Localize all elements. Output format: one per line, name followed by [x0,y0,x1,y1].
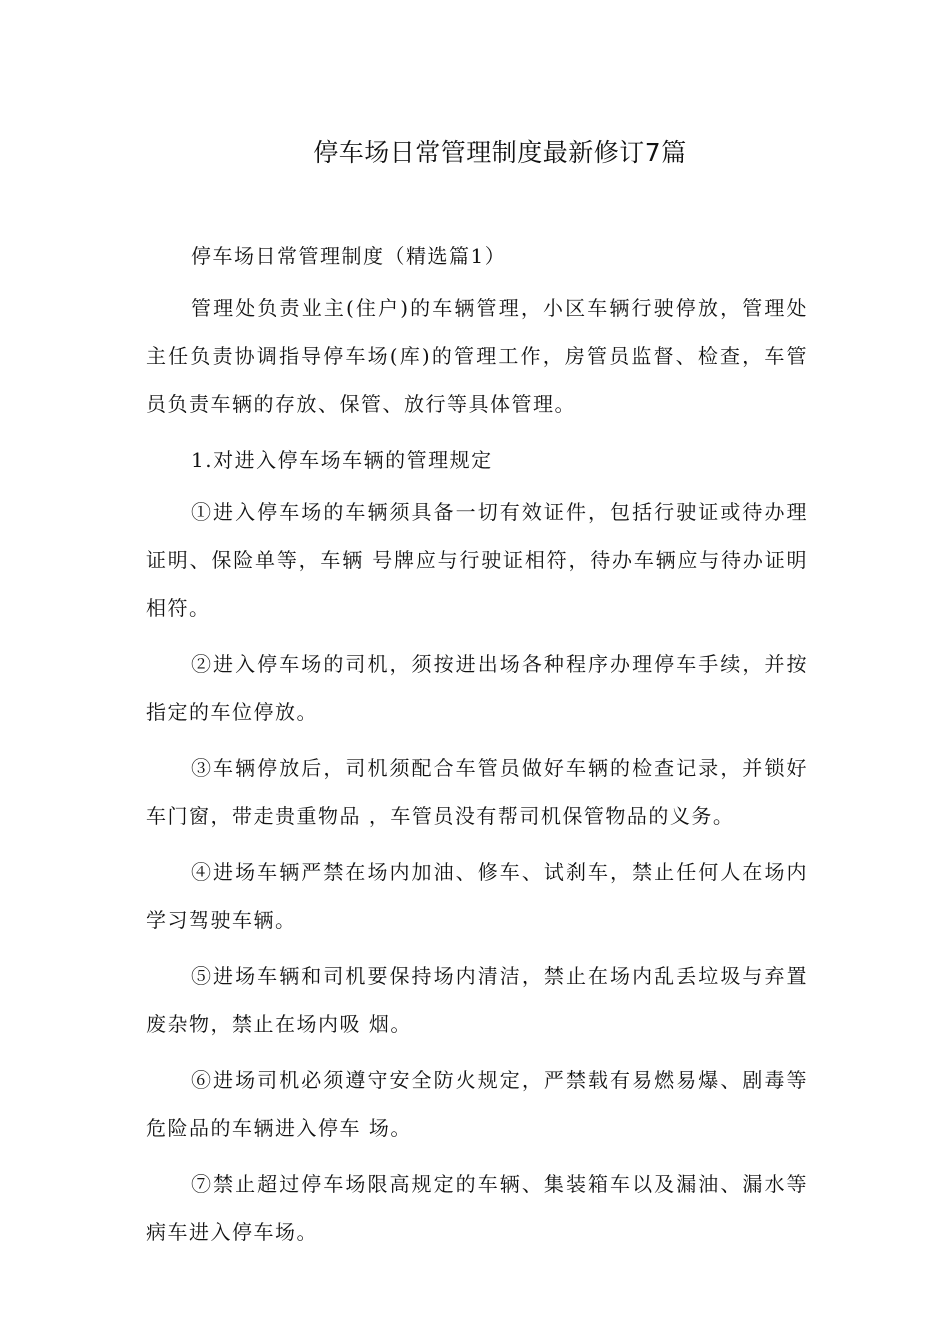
rule-item-4: ④进场车辆严禁在场内加油、修车、试刹车，禁止任何人在场内学习驾驶车辆。 [146,860,808,932]
rule-item-1: ①进入停车场的车辆须具备一切有效证件，包括行驶证或待办理证明、保险单等，车辆 号牌应与行驶证相符，待办车辆应与待办证明相符。 [146,500,808,620]
rule-heading: 1.对进入停车场车辆的管理规定 [191,448,493,472]
rule-item-2: ②进入停车场的司机，须按进出场各种程序办理停车手续，并按指定的车位停放。 [146,652,808,724]
paragraph-intro: 管理处负责业主(住户)的车辆管理，小区车辆行驶停放，管理处主任负责协调指导停车场(库)的管理工作，房管员监督、检查，车管员负责车辆的存放、保管、放行等具体管理。 [146,296,808,416]
rule-item-3: ③车辆停放后，司机须配合车管员做好车辆的检查记录，并锁好车门窗，带走贵重物品 ，车管员没有帮司机保管物品的义务。 [146,756,808,828]
rule-item-7: ⑦禁止超过停车场限高规定的车辆、集装箱车以及漏油、漏水等病车进入停车场。 [146,1172,808,1244]
document-body [146,232,808,1264]
document-title: 停车场日常管理制度最新修订7篇 [313,138,687,167]
rule-item-6: ⑥进场司机必须遵守安全防火规定，严禁载有易燃易爆、剧毒等危险品的车辆进入停车 场。 [146,1068,808,1140]
section-heading: 停车场日常管理制度（精选篇1） [191,244,507,268]
rule-item-5: ⑤进场车辆和司机要保持场内清洁，禁止在场内乱丢垃圾与弃置废杂物，禁止在场内吸 烟。 [146,964,808,1036]
